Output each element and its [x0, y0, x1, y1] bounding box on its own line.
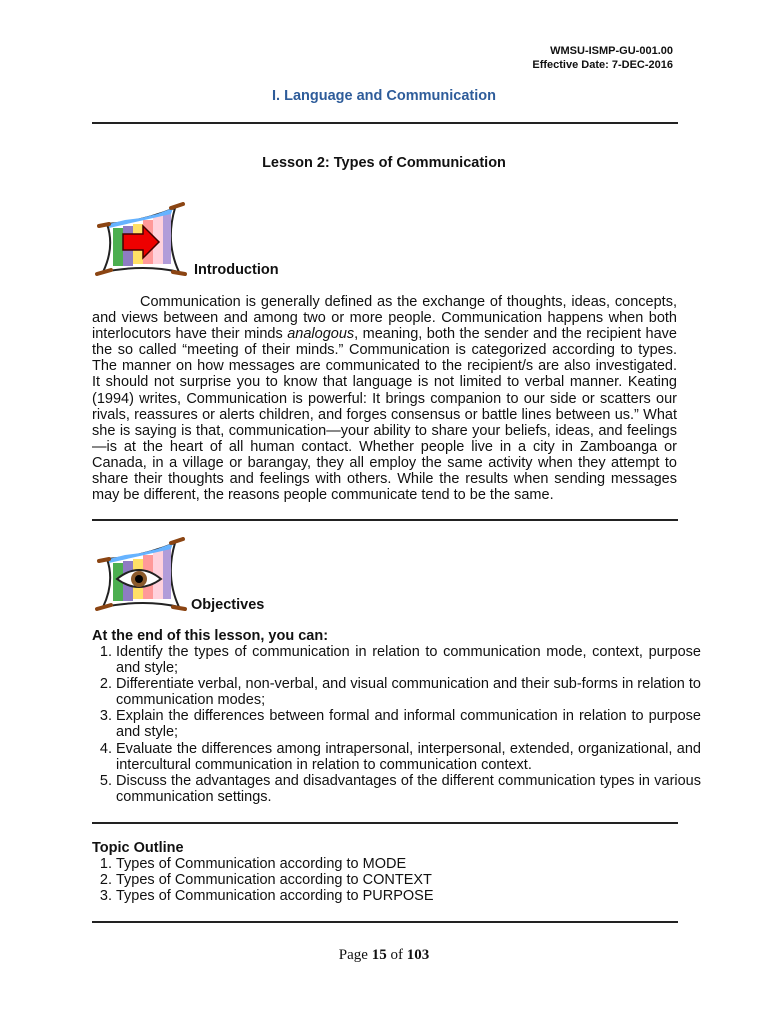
total-pages: 103 — [406, 947, 430, 963]
arrow-banner-icon — [95, 202, 187, 278]
page-of: of — [386, 947, 407, 963]
list-item: 2. Types of Communication according to CONTEXT — [116, 872, 701, 888]
divider — [92, 122, 678, 124]
current-page: 15 — [371, 947, 387, 963]
list-item: 5. Discuss the advantages and disadvantages of the different communication types in various communication settings. — [116, 773, 701, 805]
intro-text: , meaning, both the sender and the recipient have the so called “meeting of their minds.” Communication is categorized according to types. The manner on how messages are communicated to the recipient/s are also investigated. It should not surprise you to know that language is not limited to verbal manner. Keating (1994) writes, Communication is powerful: It brings companion to our side or scatters our rivals, reassures or alerts children, and forges consensus or battle lines between us.” What she is saying is that, communication—your ability to share your beliefs, ideas, and feelings—is at the heart of all human contact. Whether people live in a city in Zamboanga or Canada, in a village or barangay, they all employ the same activity when they attempt to share their thoughts and feelings with others. While the results when sending messages may be different, the reasons people communicate tend to be the same. — [92, 326, 677, 504]
effective-date: Effective Date: 7-DEC-2016 — [532, 59, 673, 71]
introduction-paragraph — [92, 294, 677, 503]
objectives-list — [92, 644, 701, 805]
list-item: 1. Types of Communication according to MODE — [116, 856, 701, 872]
divider — [92, 519, 678, 521]
page-label: Page — [338, 947, 372, 963]
objectives-lead: At the end of this lesson, you can: — [92, 628, 329, 644]
page-number — [0, 947, 768, 964]
list-item: 4. Evaluate the differences among intrapersonal, interpersonal, extended, organizational, and intercultural communication in relation to communication context. — [116, 741, 701, 773]
lesson-title: Lesson 2: Types of Communication — [262, 155, 506, 171]
divider — [92, 822, 678, 824]
eye-banner-icon — [95, 537, 187, 613]
divider — [92, 921, 678, 923]
list-item: 2. Differentiate verbal, non-verbal, and visual communication and their sub-forms in relation to communication modes; — [116, 676, 701, 708]
chapter-title: I. Language and Communication — [272, 88, 496, 104]
list-item: 1. Identify the types of communication in relation to communication mode, context, purpose and style; — [116, 644, 701, 676]
intro-italic-term: analogous — [287, 326, 355, 343]
topic-outline-heading: Topic Outline — [92, 840, 184, 856]
intro-text: Communication is generally defined as the exchange of thoughts, ideas, concepts, and views between and among two or more people. Communication happens when both interlocutors have their minds — [92, 294, 677, 343]
introduction-heading: Introduction — [194, 262, 279, 278]
objectives-heading: Objectives — [191, 597, 265, 613]
list-item: 3. Explain the differences between formal and informal communication in relation to purpose and style; — [116, 708, 701, 740]
list-item: 3. Types of Communication according to PURPOSE — [116, 888, 701, 904]
document-code: WMSU-ISMP-GU-001.00 — [550, 45, 673, 57]
topic-outline-list — [92, 856, 701, 904]
